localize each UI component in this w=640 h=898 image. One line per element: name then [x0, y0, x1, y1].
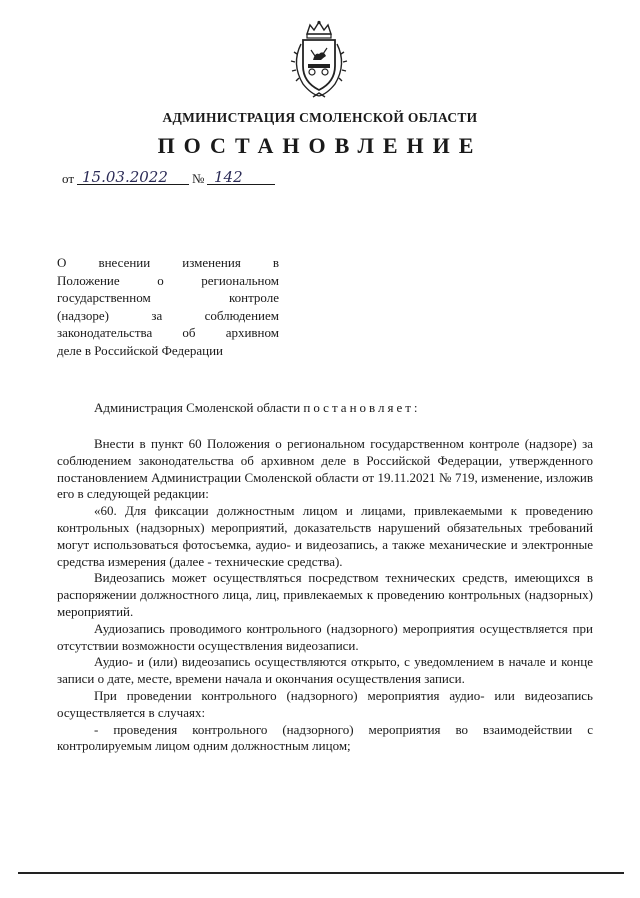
- subject-line: О внесении изменения в: [57, 255, 279, 270]
- subject-block: [57, 254, 279, 359]
- body-paragraph: Видеозапись может осуществляться посредством технических средств, имеющихся в распоряжении должностного лица, лиц, привлекаемых к проведению контрольных (надзорных) мероприятий.: [57, 570, 593, 619]
- date-prefix-label: от: [62, 171, 75, 186]
- body-paragraph: Аудиозапись проводимого контрольного (надзорного) мероприятия осуществляется при отсутствии возможности осуществления видеозаписи.: [57, 620, 593, 653]
- body-paragraph: Внести в пункт 60 Положения о региональном государственном контроле (надзоре) за соблюдением законодательства об архивном деле в Российской Федерации, утвержденного постановлением Администрации Смоленской области от 19.11.2021 № 719, изменение, изложив его в следующей редакции:: [57, 436, 593, 502]
- subject-line: Положение о региональном: [57, 272, 279, 288]
- date-number-line: [62, 168, 292, 188]
- subject-line: деле в Российской Федерации: [57, 342, 223, 358]
- subject-line: (надзоре) за соблюдением: [57, 307, 279, 323]
- intro-text: Администрация Смоленской области: [94, 400, 304, 415]
- authority-name: АДМИНИСТРАЦИЯ СМОЛЕНСКОЙ ОБЛАСТИ: [162, 110, 478, 125]
- number-label: №: [192, 171, 205, 186]
- handwritten-date: 15.03.2022: [82, 168, 168, 186]
- intro-decree-word: постановляет:: [303, 400, 421, 415]
- handwritten-number: 142: [214, 168, 243, 186]
- body-paragraph: «60. Для фиксации должностным лицом и лицами, привлекаемыми к проведению контрольных (надзорных) мероприятий, доказательств нарушений обязательных требований могут использоваться фотосъемка, аудио- и видеозапись, а также механические и электронные средства измерения (далее - технические средства).: [57, 503, 593, 569]
- document-body: [57, 436, 593, 755]
- body-paragraph: При проведении контрольного (надзорного) мероприятия аудио- или видеозапись осуществляется в случаях:: [57, 687, 593, 720]
- resolution-intro: [94, 400, 421, 416]
- subject-line: законодательства об архивном: [57, 325, 279, 340]
- subject-line: государственном контроле: [57, 290, 279, 305]
- body-paragraph: Аудио- и (или) видеозапись осуществляются открыто, с уведомлением в начале и конце записи о дате, месте, времени начала и окончания осуществления записи.: [57, 654, 593, 687]
- coat-of-arms-icon: [285, 20, 353, 102]
- body-paragraph: - проведения контрольного (надзорного) мероприятия во взаимодействии с контролируемым лицом одним должностным лицом;: [57, 721, 593, 754]
- footer-rule: [18, 872, 624, 874]
- document-type-title: ПОСТАНОВЛЕНИЕ: [157, 133, 483, 158]
